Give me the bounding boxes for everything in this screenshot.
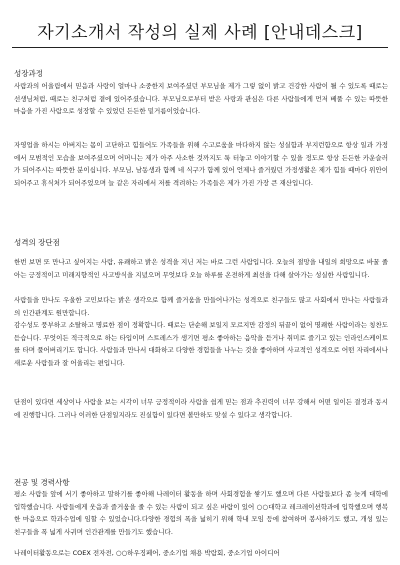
- personality-paragraph-4: 단점이 있다면 세상이나 사람을 보는 시각이 너무 긍정적이라 사람을 쉽게 믿는 점과 추진력이 너무 강해서 어떤 일이든 결정과 동시에 진행합니다. 그러나 이러한 단점일지라도 진실함이 있다면 볼만하도 맞설 수 있다고 생각합니다.: [14, 398, 388, 419]
- personality-paragraph-1: 한번 보면 또 만나고 싶어지는 사람, 유쾌하고 밝은 성격을 지닌 저는 바로 그런 사람입니다. 오늘의 절망을 내일의 희망으로 바꿀 줄 아는 긍정적이고 미래지향적인 사고방식을 지녔으며 무엇보다 오늘 하루를 온전하게 최선을 다해 살아가는 성실한 사람입니다.: [14, 258, 388, 279]
- career-paragraph-1: 평소 사람들 앞에 서기 좋아하고 말하기를 좋아해 나레이터 활동을 하며 사회경험을 쌓기도 했으며 다른 사람들보다 좀 늦게 대학에 입학했습니다. 사람들에게 웃음과 즐거움을 줄 수 있는 사람이 되고 싶은 바람이 있어 ○○대학교 레크레이션학과에 입학했으며 행복한 마음으로 학과수업에 임할 수 있었습니다.다양한 경험의 폭을 넓히기 위해 학내 모임 등에 참여하며 봉사하기도 했고, 개성 있는 친구들을 폭 넓게 사귀며 인간관계를 만들기도 했습니다.: [14, 490, 388, 536]
- section-heading-major-career: 전공 및 경력사항: [14, 478, 70, 487]
- personality-paragraph-3: 감수성도 풍부하고 소탈하고 명료한 점이 정확합니다. 때로는 단순해 보일지 모르지만 감정의 뒤끝이 없어 명쾌한 사람이라는 칭찬도 듣습니다. 무엇이든 적극적으로 하는 타입이며 스트레스가 생기면 평소 좋아하는 음악을 듣거나 취미로 즐기고 있는 인라인스케이트를 타며 풀어버리기도 합니다. 사람들과 만나서 대화하고 다양한 경험들을 나누는 것을 좋아하며 사교적인 성격으로 어떤 자리에서나 새로운 사람들과 잘 어울리는 편입니다.: [14, 321, 388, 367]
- growth-paragraph-1: 사람과의 어울림에서 믿음과 사랑이 얼마나 소중한지 보여주셨던 부모님을 제가 그렇 없이 밝고 건강한 사람이 될 수 있도록 때로는 선생님처럼, 때로는 친구처럼 곁에 있어주셨습니다. 부모님으로부터 받은 사랑과 관심은 다른 사람들에게 먼저 베풀 수 있는 따뜻한 마음을 가진 사람으로 성장할 수 있었던 든든한 밑거름이었습니다.: [14, 82, 388, 115]
- growth-paragraph-2: 자영업을 하시는 아버지는 몸이 고단하고 힘들어도 가족들을 위해 수고로움을 마다하지 않는 성실함과 부지런함으로 항상 일과 가정에서 모범적인 모습을 보여주셨으며 어머니는 제가 아주 사소한 것까지도 툭 터놓고 이야기할 수 있을 정도로 항상 든든한 카운슬러가 되어주시는 따뜻한 분이십니다. 부모님, 남동생과 함께 네 식구가 함께 있어 언제나 즐거웠던 가정생활은 제가 힘들 때마다 위안이 되어주고 휴식처가 되어주었으며 늘 같은 자리에서 저를 격려하는 가족들은 제가 가진 가장 큰 재산입니다.: [14, 141, 388, 187]
- document-title: 자기소개서 작성의 실제 사례 [안내데스크]: [37, 23, 363, 43]
- title-divider: [12, 47, 388, 48]
- career-paragraph-2: 나레이터활동으로는 COEX 전자전, ○○하우징페어, 중소기업 채용 박람회, 중소기업 아이디어: [14, 549, 280, 557]
- section-heading-growth: 성장과정: [14, 69, 43, 78]
- personality-paragraph-2: 사람들을 만나도 우울한 고민보다는 밝은 생각으로 함께 즐거움을 만들어나가는 성격으로 친구들도 많고 사회에서 만나는 사람들과의 인간관계도 원만합니다.: [14, 296, 388, 317]
- section-heading-personality: 성격의 장단점: [14, 238, 60, 247]
